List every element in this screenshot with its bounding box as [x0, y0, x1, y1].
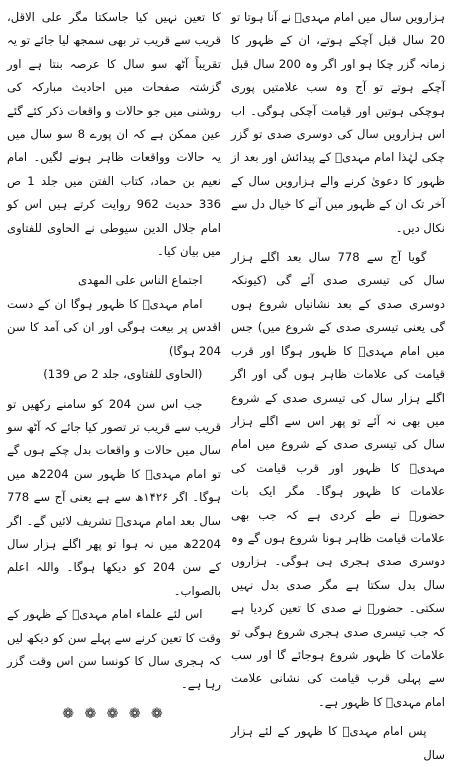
paragraph: جب اس سن 204 کو سامنے رکھیں تو قریب سے قریب تر تصور کیا جائے کہ آٹھ سو سال میں حالات و واقعات بدل چکے ہوں گے تو امام مہدیؒ کا ظہور سن 2204ھ میں ہوگا۔ اگر ۱۴۲۶ھ سے ہے یعنی آج سے 778 سال بعد امام مہدیؒ تشریف لائیں گے۔ اگر 2204ھ میں نہ ہوا تو پھر اگلے ہزار سال کے سن 204 کو دیکھا ہوگا۔ واللہ اعلم بالصواب۔: [7, 396, 221, 598]
paragraph: اس لئے علماء امام مہدیؒ کے ظہور کے وقت کا تعین کرنے سے پہلے سن کو دیکھ لیں کہ ہجری سال کا کونسا سن اس وقت گزر رہا ہے۔: [7, 607, 221, 692]
flower-icon: ❁: [62, 705, 77, 722]
ornament-divider: [7, 703, 221, 726]
right-column: [231, 6, 445, 762]
section-heading: اجتماع الناس علی المھدی: [78, 273, 203, 288]
paragraph: ہزارویں سال میں امام مہدیؒ نے آنا ہوتا تو 20 سال قبل آچکے ہوتے، ان کے ظہور کا زمانہ گزر چکا ہو اور اگر وہ 200 سال قبل آچکے ہوتے تو آج وہ سب علامتیں پوری ہوچکی ہوتیں اور قیامت آچکی ہوگی۔ اب اس ہزارویں سال کی دوسری صدی تو گزر چکی لہٰذا امام مہدیؒ کے پیدائش اور بعد از ظہور کا دعویٰ کرنے والے ہزارویں سال کے آخر تک ان کے ظہور میں آنے کا خیال دل سے نکال دیں۔: [231, 10, 445, 235]
flower-icon: ❁: [84, 705, 100, 722]
paragraph: کا تعین نہیں کیا جاسکتا مگر علی الاقل، قریب سے قریب تر بھی سمجھ لیا جائے تو یہ تقریباً آٹھ سو سال کا عرصہ بنتا ہے اور گزشتہ صفحات میں احادیث مبارکہ کی روشنی میں جو حالات و واقعات ذکر کئے گئے عین ممکن ہے کہ ان پورے 8 سو سال میں یہ حالات وواقعات ظاہر ہونے لگیں۔ امام نعیم بن حماد، کتاب الفتن میں جلد 1 ص 336 حدیث 962 روایت کرتے ہیں اس کو امام جلال الدین سیوطی نے الحاوی للفتاوی میں بیان کیا۔: [7, 10, 221, 259]
text-columns: [6, 6, 445, 762]
flower-icon: ❁: [151, 705, 166, 722]
flower-icon: ❁: [128, 705, 144, 722]
flower-icon: ❁: [106, 705, 122, 722]
paragraph: گویا آج سے 778 سال بعد اگلے ہزار سال کی تیسری صدی آئے گی (کیونکہ دوسری صدی کے بعد نشانیاں شروع ہوں گی یعنی تیسری صدی کے شروع میں) جس میں امام مہدیؒ کا ظہور ہوگا اور قرب قیامت کی علامات ظاہر ہوں گی اور اگر اگلے ہزار سال کی تیسری صدی کے شروع میں بھی نہ آئے تو پھر اس سے اگلے ہزار سال کی تیسری صدی کے شروع میں امام مہدیؒ کا ظہور اور قرب قیامت کی علامات کا ظہور ہوگا۔ مگر ایک بات حضورؐ نے طے کردی ہے کہ جب بھی علامات قیامت ظاہر ہونا شروع ہوں گے وہ دوسری صدی ہجری ہی ہوگی۔ ہزاروں سال بدل سکتا ہے مگر صدی بدل نہیں سکتی۔ حضورؐ نے صدی کا تعین کردیا ہے کہ جب تیسری صدی ہجری شروع ہوگی تو علامات کا ظہور شروع ہوجائے گا اور سب سے پہلی قرب قیامت کی نشانی علامت امام مہدیؒ کا ظہور ہے۔: [231, 250, 445, 709]
paragraph: پس امام مہدیؒ کا ظہور کے لئے ہزار سال: [231, 724, 445, 762]
citation: (الحاوی للفتاوی، جلد 2 ص 139): [43, 367, 203, 382]
left-column: [7, 6, 221, 722]
quoted-hadith: امام مہدیؒ کا ظہور ہوگا ان کے دست اقدس پر بیعت ہوگی اور ان کی آمد کا سن 204 ہوگا): [7, 296, 221, 358]
